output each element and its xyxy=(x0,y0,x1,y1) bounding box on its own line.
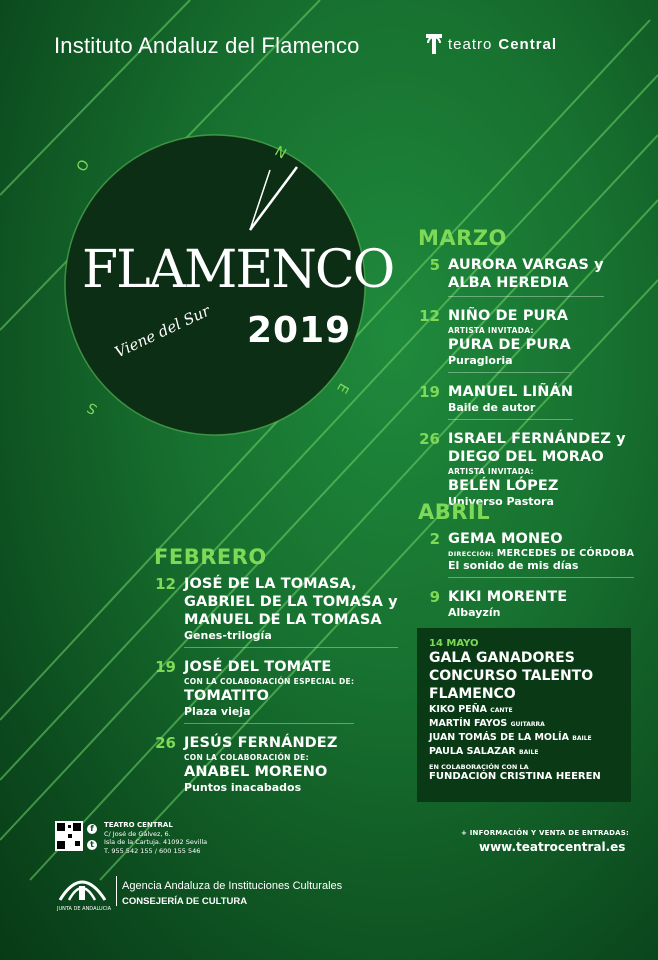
facebook-icon[interactable]: f xyxy=(87,824,97,834)
divider xyxy=(448,296,604,297)
marzo-section xyxy=(418,226,648,519)
event-show: Genes-trilogía xyxy=(184,629,272,642)
junta-andalucia-logo xyxy=(55,870,110,904)
event-guest: BELÉN LÓPEZ xyxy=(448,478,559,494)
gala-panel xyxy=(417,628,631,802)
event-day: 9 xyxy=(429,588,440,606)
month-marzo: MARZO xyxy=(418,226,507,250)
artist-name: MARTÍN FAYOS xyxy=(429,718,508,729)
event-show: Plaza vieja xyxy=(184,705,251,718)
event-show: Puntos inacabados xyxy=(184,781,302,794)
twitter-icon[interactable]: t xyxy=(87,840,97,850)
artist-role: BAILE xyxy=(572,735,592,742)
teatro-phone: T. 955 542 155 / 600 155 546 xyxy=(104,846,201,855)
event-artist: GEMA MONEO xyxy=(448,531,563,547)
event-marzo-19 xyxy=(418,383,648,420)
event-artist: MANUEL LIÑÁN xyxy=(448,384,574,400)
event-day: 19 xyxy=(419,383,440,401)
artist-name: KIKO PEÑA xyxy=(429,704,487,715)
event-guest: ANABEL MORENO xyxy=(184,764,328,780)
event-show: El sonido de mis días xyxy=(448,559,579,572)
teatro-address: C/ José de Gálvez, 6. xyxy=(104,829,171,838)
compass-s: S xyxy=(84,398,101,418)
gala-collab-note: EN COLABORACIÓN CON LA xyxy=(429,763,529,771)
event-day: 26 xyxy=(155,734,176,752)
event-marzo-12 xyxy=(418,307,648,373)
tagline: Viene del Sur xyxy=(112,301,213,362)
event-guest: TOMATITO xyxy=(184,688,270,704)
event-note: CON LA COLABORACIÓN ESPECIAL DE: xyxy=(184,677,355,686)
event-day: 26 xyxy=(419,430,440,448)
divider xyxy=(448,419,573,420)
divider xyxy=(116,876,117,906)
febrero-section xyxy=(154,545,404,805)
teatro-prefix: teatro xyxy=(448,35,493,53)
event-day: 5 xyxy=(429,256,440,274)
month-febrero: FEBRERO xyxy=(154,545,267,569)
abril-section xyxy=(418,500,648,630)
compass-e: E xyxy=(333,380,352,396)
event-note: ARTISTA INVITADA: xyxy=(448,467,534,476)
artist-role: GUITARRA xyxy=(510,721,545,728)
teatro-contact xyxy=(104,821,207,855)
compass-o: O xyxy=(73,157,94,175)
agency-name: Agencia Andaluza de Instituciones Culturales xyxy=(122,880,343,892)
event-febrero-26 xyxy=(154,734,404,795)
event-guest: PURA DE PURA xyxy=(448,337,571,353)
artist-name: PAULA SALAZAR xyxy=(429,746,516,757)
event-show: Universo Pastora xyxy=(448,495,554,508)
artist-role: CANTE xyxy=(490,707,513,714)
event-artist: ISRAEL FERNÁNDEZ y xyxy=(448,431,626,447)
flamenco-title: FLAMENCO xyxy=(82,240,394,300)
teatro-central-icon xyxy=(426,34,442,54)
institute-name: Instituto Andaluz del Flamenco xyxy=(54,33,360,58)
event-artist: GABRIEL DE LA TOMASA y xyxy=(184,594,398,610)
compass-n: N xyxy=(271,143,289,163)
event-show: Albayzín xyxy=(448,606,501,619)
gala-title: FLAMENCO xyxy=(429,686,516,702)
event-day: 19 xyxy=(155,658,176,676)
divider xyxy=(448,577,634,578)
gala-artist xyxy=(429,703,619,717)
teatro-contact-name: TEATRO CENTRAL xyxy=(104,821,173,829)
gala-title: CONCURSO TALENTO xyxy=(429,668,594,684)
event-day: 12 xyxy=(155,575,176,593)
event-marzo-5 xyxy=(418,256,648,297)
artist-name: JUAN TOMÁS DE LA MOLÍA xyxy=(429,732,569,743)
gala-title: GALA GANADORES xyxy=(429,650,575,666)
event-day: 12 xyxy=(419,307,440,325)
website-link[interactable]: www.teatrocentral.es xyxy=(479,840,626,854)
event-artist: ALBA HEREDIA xyxy=(448,275,569,291)
divider xyxy=(184,723,354,724)
event-artist: JOSÉ DE LA TOMASA, xyxy=(184,576,357,592)
junta-label: JUNTA DE ANDALUCIA xyxy=(57,906,112,912)
divider xyxy=(184,647,398,648)
event-abril-9 xyxy=(418,588,648,620)
event-director: MERCEDES DE CÓRDOBA xyxy=(496,548,635,559)
event-marzo-26 xyxy=(418,430,648,509)
event-artist: KIKI MORENTE xyxy=(448,589,568,605)
event-note: ARTISTA INVITADA: xyxy=(448,326,534,335)
month-abril: ABRIL xyxy=(418,500,491,524)
event-febrero-19 xyxy=(154,658,404,724)
teatro-address: Isla de la Cartuja. 41092 Sevilla xyxy=(104,838,208,846)
qr-code xyxy=(55,821,83,851)
gala-foundation: FUNDACIÓN CRISTINA HEEREN xyxy=(429,771,601,782)
event-artist: DIEGO DEL MORAO xyxy=(448,449,604,465)
event-artist: JOSÉ DEL TOMATE xyxy=(184,659,332,675)
event-note: CON LA COLABORACIÓN DE: xyxy=(184,753,309,762)
qr-code-icon xyxy=(55,821,83,851)
gala-date: 14 MAYO xyxy=(429,638,479,649)
event-show: Puragloria xyxy=(448,354,513,367)
event-abril-2 xyxy=(418,530,648,578)
gala-artist xyxy=(429,717,619,731)
ministry-name: CONSEJERÍA DE CULTURA xyxy=(122,896,248,907)
event-day: 2 xyxy=(429,530,440,548)
divider xyxy=(448,372,571,373)
event-artist: MANUEL DE LA TOMASA xyxy=(184,612,382,628)
artist-role: BAILE xyxy=(519,749,539,756)
event-note-label: DIRECCIÓN: xyxy=(448,550,494,558)
event-show: Baile de autor xyxy=(448,401,536,414)
event-artist: NIÑO DE PURA xyxy=(448,308,569,324)
teatro-central-logo xyxy=(426,34,557,54)
event-artist: AURORA VARGAS y xyxy=(448,257,604,273)
teatro-name: Central xyxy=(498,35,558,53)
info-label: + INFORMACIÓN Y VENTA DE ENTRADAS: xyxy=(461,829,630,837)
gala-artist xyxy=(429,731,619,745)
festival-year: 2019 xyxy=(247,310,352,351)
event-febrero-12 xyxy=(154,575,404,648)
event-artist: JESÚS FERNÁNDEZ xyxy=(184,735,338,751)
gala-artist xyxy=(429,745,619,759)
